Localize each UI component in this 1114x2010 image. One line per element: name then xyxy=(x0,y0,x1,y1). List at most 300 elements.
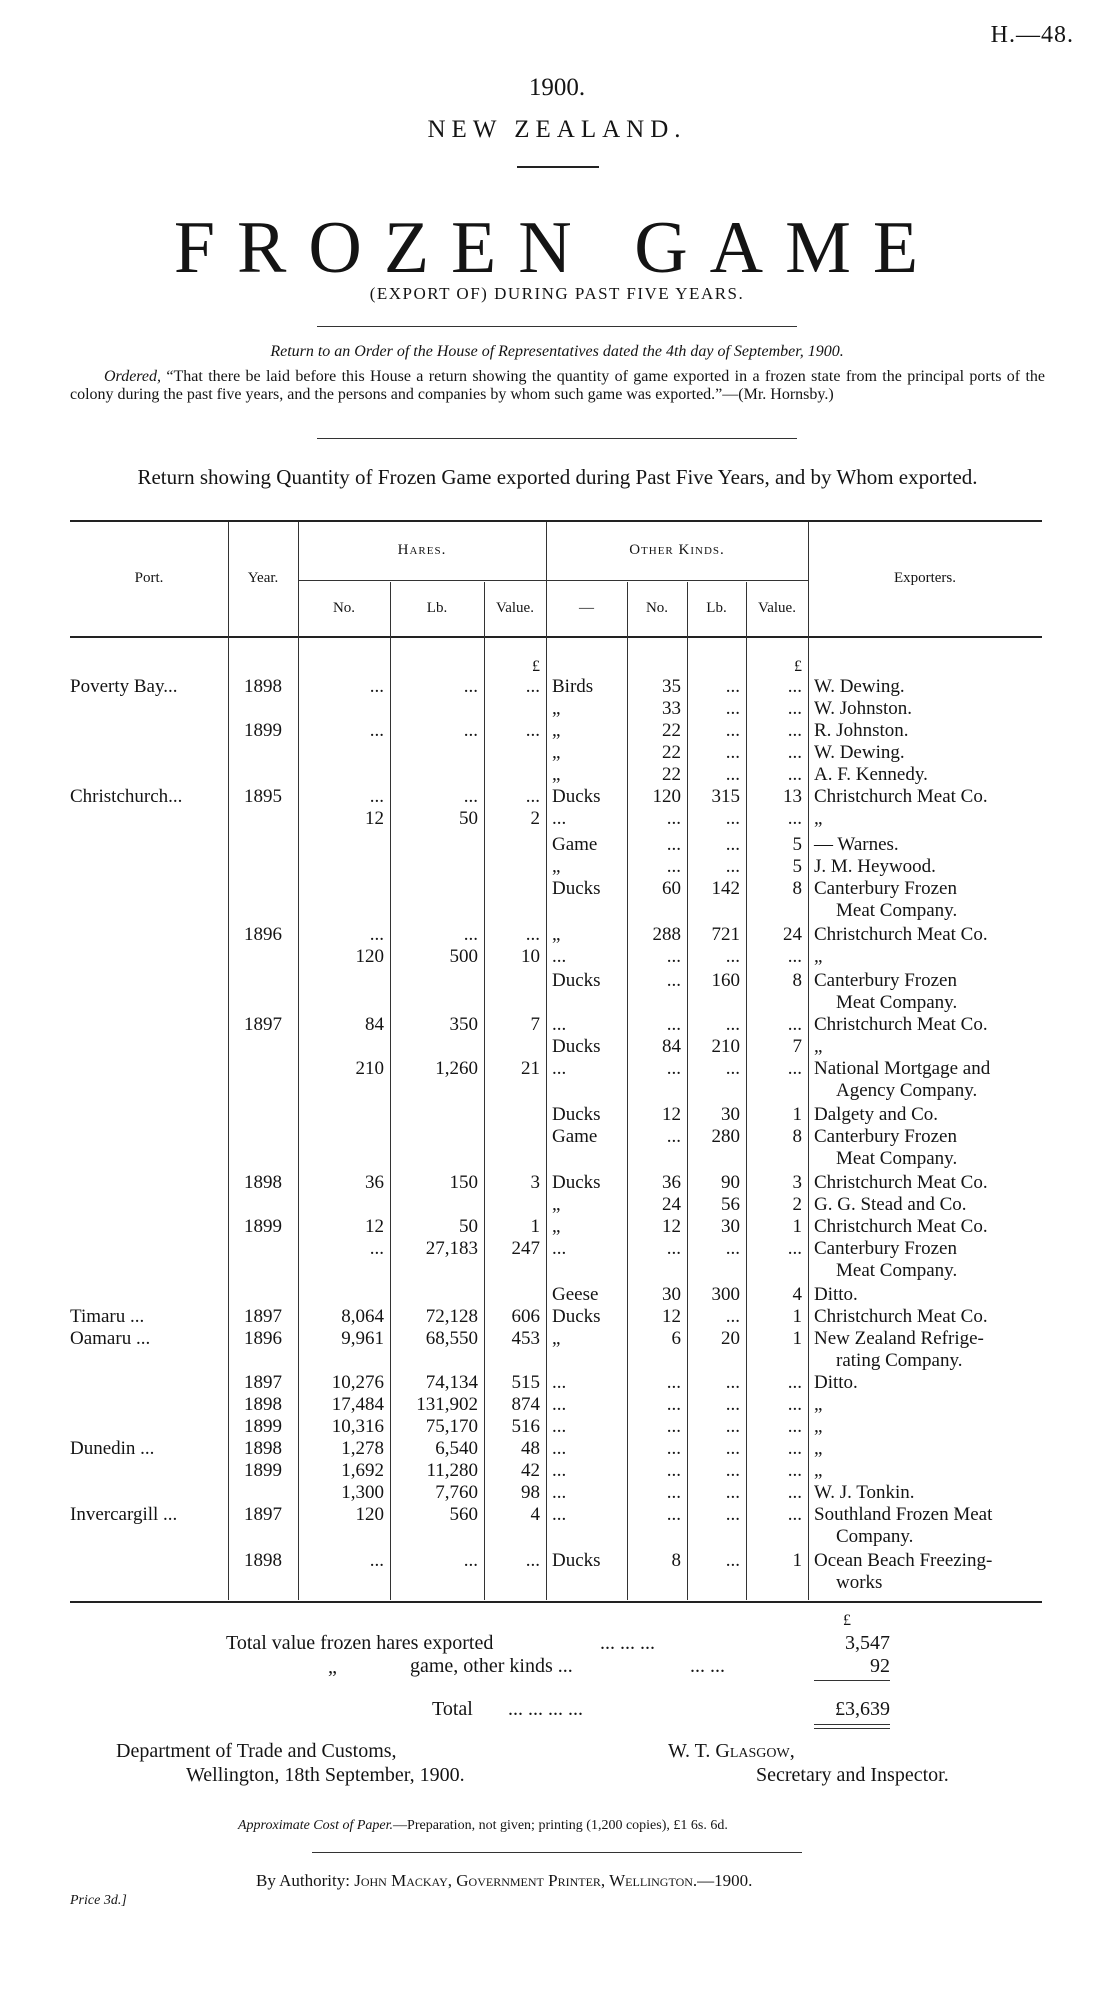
exporter-cell: Canterbury Frozen xyxy=(814,1126,957,1147)
other-lb-cell: ... xyxy=(725,1372,740,1393)
other-no-cell: 33 xyxy=(662,698,681,719)
kind-cell: Geese xyxy=(552,1284,599,1305)
other-value-cell: ... xyxy=(787,1394,802,1415)
hares-lb-cell: 11,280 xyxy=(426,1460,478,1481)
port-cell: Invercargill ... xyxy=(70,1504,178,1525)
other-no-cell: ... xyxy=(666,1058,681,1079)
other-lb-cell: 56 xyxy=(721,1194,740,1215)
header-exporters: Exporters. xyxy=(893,570,957,586)
other-pound-sign: £ xyxy=(794,658,802,675)
kind-cell: „ xyxy=(552,1216,561,1237)
other-value-cell: ... xyxy=(787,720,802,741)
cost-note-lead: Approximate Cost of Paper. xyxy=(238,1818,394,1833)
exporter-cell: Dalgety and Co. xyxy=(814,1104,939,1125)
other-value-cell: 1 xyxy=(792,1216,802,1237)
kind-cell: Ducks xyxy=(552,878,601,899)
other-lb-cell: ... xyxy=(725,946,740,967)
kind-cell: Ducks xyxy=(552,1550,601,1571)
kind-cell: Game xyxy=(552,834,598,855)
other-no-cell: 8 xyxy=(671,1550,681,1571)
year-cell: 1898 xyxy=(244,1172,282,1193)
hares-value-cell: 48 xyxy=(521,1438,540,1459)
hares-no-cell: 10,316 xyxy=(331,1416,384,1437)
divider xyxy=(317,438,797,439)
other-value-cell: 8 xyxy=(792,878,802,899)
other-value-cell: ... xyxy=(787,1482,802,1503)
other-lb-cell: ... xyxy=(725,1394,740,1415)
other-no-cell: 84 xyxy=(662,1036,681,1057)
hares-no-cell: 9,961 xyxy=(341,1328,384,1349)
hares-lb-cell: 500 xyxy=(449,946,478,967)
port-cell: Oamaru ... xyxy=(70,1328,151,1349)
other-no-cell: ... xyxy=(666,1014,681,1035)
exporter-continuation-cell: rating Company. xyxy=(836,1350,963,1371)
exporter-cell: Canterbury Frozen xyxy=(814,878,957,899)
page-reference: H.—48. xyxy=(990,22,1074,48)
exporter-cell: Canterbury Frozen xyxy=(814,970,957,991)
other-no-cell: ... xyxy=(666,1504,681,1525)
hares-no-cell: 8,064 xyxy=(341,1306,384,1327)
other-value-cell: ... xyxy=(787,742,802,763)
hares-lb-cell: 6,540 xyxy=(435,1438,478,1459)
header-other-value: Value. xyxy=(758,600,796,616)
header-bottom-rule xyxy=(70,636,1042,638)
other-value-cell: ... xyxy=(787,1238,802,1259)
header-other-no: No. xyxy=(645,600,669,616)
year-cell: 1899 xyxy=(244,720,282,741)
header-other-kinds: Other Kinds. xyxy=(629,542,725,558)
other-no-cell: ... xyxy=(666,970,681,991)
hares-no-cell: 17,484 xyxy=(331,1394,384,1415)
exporter-continuation-cell: works xyxy=(836,1572,883,1593)
other-no-cell: 30 xyxy=(662,1284,681,1305)
hares-lb-cell: 68,550 xyxy=(425,1328,478,1349)
hares-value-cell: 515 xyxy=(511,1372,540,1393)
hares-value-cell: 7 xyxy=(530,1014,540,1035)
other-lb-cell: 210 xyxy=(711,1036,740,1057)
port-cell: Poverty Bay... xyxy=(70,676,178,697)
exporter-cell: — Warnes. xyxy=(814,834,899,855)
other-value-cell: 13 xyxy=(783,786,802,807)
year-cell: 1899 xyxy=(244,1216,282,1237)
other-lb-cell: ... xyxy=(725,764,740,785)
total-double-rule xyxy=(814,1728,890,1729)
table-bottom-rule xyxy=(70,1601,1042,1603)
other-lb-cell: 20 xyxy=(721,1328,740,1349)
hares-no-cell: 1,300 xyxy=(341,1482,384,1503)
exporter-cell: Ocean Beach Freezing- xyxy=(814,1550,993,1571)
other-value-cell: ... xyxy=(787,1438,802,1459)
footer-rule xyxy=(312,1852,802,1853)
exporter-cell: Ditto. xyxy=(814,1372,858,1393)
hares-value-cell: 10 xyxy=(521,946,540,967)
authority-lead: By Authority: xyxy=(256,1871,350,1890)
return-order-line: Return to an Order of the House of Representatives dated the 4th day of September, 1900. xyxy=(270,343,844,360)
hares-no-cell: 12 xyxy=(365,808,384,829)
total-double-rule xyxy=(814,1724,890,1725)
other-lb-cell: ... xyxy=(725,676,740,697)
other-no-cell: 35 xyxy=(662,676,681,697)
header-hares-no: No. xyxy=(332,600,356,616)
exporter-continuation-cell: Agency Company. xyxy=(836,1080,978,1101)
hares-lb-cell: 150 xyxy=(449,1172,478,1193)
totals-hares-value: 3,547 xyxy=(845,1632,890,1654)
hares-value-cell: 3 xyxy=(530,1172,540,1193)
kind-cell: ... xyxy=(552,1394,567,1415)
kind-cell: ... xyxy=(552,1416,567,1437)
exporter-cell: W. Dewing. xyxy=(814,742,905,763)
exporter-cell: „ xyxy=(814,1460,823,1481)
kind-cell: Ducks xyxy=(552,1306,601,1327)
other-value-cell: ... xyxy=(787,808,802,829)
other-no-cell: 288 xyxy=(652,924,681,945)
ordered-text: “That there be laid before this House a return showing the quantity of game exported in a frozen state from the principal ports of the colony during the past five years, and the persons and companies by whom such game was exported.”—(Mr. Hornsby.) xyxy=(70,368,1046,403)
totals-dots: ... ... ... xyxy=(600,1632,655,1654)
other-lb-cell: ... xyxy=(725,1504,740,1525)
document-year: 1900. xyxy=(528,74,586,101)
kind-cell: Birds xyxy=(552,676,594,697)
hares-no-cell: ... xyxy=(369,924,384,945)
exporter-continuation-cell: Company. xyxy=(836,1526,914,1547)
exporter-cell: „ xyxy=(814,808,823,829)
other-value-cell: ... xyxy=(787,1058,802,1079)
exporter-cell: W. J. Tonkin. xyxy=(814,1482,915,1503)
kind-cell: Ducks xyxy=(552,786,601,807)
other-value-cell: ... xyxy=(787,1014,802,1035)
other-no-cell: 12 xyxy=(662,1306,681,1327)
total-dots: ... ... ... ... xyxy=(508,1698,583,1720)
ordered-paragraph xyxy=(70,368,1045,404)
other-lb-cell: 315 xyxy=(711,786,740,807)
country-heading: NEW ZEALAND. xyxy=(427,116,687,143)
hares-value-cell: 516 xyxy=(511,1416,540,1437)
exporter-cell: J. M. Heywood. xyxy=(814,856,936,877)
other-no-cell: ... xyxy=(666,1460,681,1481)
kind-cell: „ xyxy=(552,720,561,741)
other-no-cell: ... xyxy=(666,1482,681,1503)
signatory-position: Secretary and Inspector. xyxy=(756,1764,949,1786)
cost-note-text: —Preparation, not given; printing (1,200 copies), £1 6s. 6d. xyxy=(393,1818,728,1833)
kind-cell: Ducks xyxy=(552,1172,601,1193)
exporter-cell: Southland Frozen Meat xyxy=(814,1504,993,1525)
hares-lb-cell: 50 xyxy=(459,1216,478,1237)
other-value-cell: 8 xyxy=(792,1126,802,1147)
hares-lb-cell: 75,170 xyxy=(425,1416,478,1437)
exporter-cell: „ xyxy=(814,1036,823,1057)
other-no-cell: ... xyxy=(666,1372,681,1393)
other-no-cell: 12 xyxy=(662,1216,681,1237)
exporter-cell: Christchurch Meat Co. xyxy=(814,786,988,807)
exporter-cell: W. Dewing. xyxy=(814,676,905,697)
hares-no-cell: ... xyxy=(369,786,384,807)
kind-cell: Ducks xyxy=(552,1104,601,1125)
other-value-cell: 8 xyxy=(792,970,802,991)
kind-cell: ... xyxy=(552,1482,567,1503)
hares-lb-cell: 131,902 xyxy=(416,1394,478,1415)
year-cell: 1899 xyxy=(244,1460,282,1481)
ordered-lead: Ordered, xyxy=(104,368,162,385)
totals-rule xyxy=(814,1680,890,1681)
page-title: FROZEN GAME xyxy=(173,207,941,289)
exporter-continuation-cell: Meat Company. xyxy=(836,992,958,1013)
kind-cell: ... xyxy=(552,1058,567,1079)
header-sub-rule xyxy=(298,580,808,581)
other-lb-cell: ... xyxy=(725,1238,740,1259)
other-lb-cell: 160 xyxy=(711,970,740,991)
other-no-cell: 60 xyxy=(662,878,681,899)
other-no-cell: ... xyxy=(666,834,681,855)
kind-cell: „ xyxy=(552,742,561,763)
exporter-cell: G. G. Stead and Co. xyxy=(814,1194,967,1215)
other-no-cell: 22 xyxy=(662,720,681,741)
other-no-cell: 22 xyxy=(662,764,681,785)
hares-no-cell: 36 xyxy=(365,1172,384,1193)
other-value-cell: 4 xyxy=(792,1284,802,1305)
port-cell: Christchurch... xyxy=(70,786,183,807)
other-value-cell: 2 xyxy=(792,1194,802,1215)
hares-value-cell: ... xyxy=(525,1550,540,1571)
hares-no-cell: 10,276 xyxy=(331,1372,384,1393)
hares-value-cell: ... xyxy=(525,676,540,697)
hares-value-cell: 2 xyxy=(530,808,540,829)
hares-lb-cell: 50 xyxy=(459,808,478,829)
exporter-cell: W. Johnston. xyxy=(814,698,913,719)
hares-lb-cell: 7,760 xyxy=(435,1482,478,1503)
hares-lb-cell: 560 xyxy=(449,1504,478,1525)
hares-lb-cell: ... xyxy=(463,676,478,697)
table-top-rule xyxy=(70,520,1042,522)
hares-value-cell: 4 xyxy=(530,1504,540,1525)
exporter-cell: National Mortgage and xyxy=(814,1058,991,1079)
exporter-continuation-cell: Meat Company. xyxy=(836,1260,958,1281)
other-lb-cell: ... xyxy=(725,720,740,741)
hares-value-cell: 247 xyxy=(511,1238,540,1259)
year-cell: 1897 xyxy=(244,1014,282,1035)
other-lb-cell: ... xyxy=(725,856,740,877)
hares-no-cell: 120 xyxy=(355,1504,384,1525)
other-value-cell: 7 xyxy=(792,1036,802,1057)
exporter-cell: „ xyxy=(814,1416,823,1437)
other-no-cell: 22 xyxy=(662,742,681,763)
hares-lb-cell: 72,128 xyxy=(425,1306,478,1327)
other-value-cell: ... xyxy=(787,698,802,719)
hares-no-cell: ... xyxy=(369,720,384,741)
exporter-cell: Ditto. xyxy=(814,1284,858,1305)
hares-lb-cell: ... xyxy=(463,924,478,945)
department-date-line: Wellington, 18th September, 1900. xyxy=(186,1764,465,1786)
hares-value-cell: ... xyxy=(525,720,540,741)
kind-cell: „ xyxy=(552,856,561,877)
other-value-cell: 1 xyxy=(792,1328,802,1349)
exporter-cell: Canterbury Frozen xyxy=(814,1238,957,1259)
other-value-cell: ... xyxy=(787,946,802,967)
other-no-cell: 6 xyxy=(671,1328,681,1349)
department-line: Department of Trade and Customs, xyxy=(116,1740,397,1762)
other-lb-cell: ... xyxy=(725,834,740,855)
year-cell: 1895 xyxy=(244,786,282,807)
other-value-cell: 1 xyxy=(792,1104,802,1125)
hares-value-cell: 453 xyxy=(511,1328,540,1349)
hares-lb-cell: 74,134 xyxy=(425,1372,478,1393)
port-cell: Dunedin ... xyxy=(70,1438,155,1459)
ditto-mark: „ xyxy=(328,1656,337,1678)
hares-no-cell: 120 xyxy=(355,946,384,967)
hares-lb-cell: ... xyxy=(463,1550,478,1571)
other-lb-cell: ... xyxy=(725,1460,740,1481)
header-kind: — xyxy=(579,600,594,616)
other-lb-cell: ... xyxy=(725,742,740,763)
authority-text: John Mackay, Government Printer, Wellington.—1900. xyxy=(354,1871,753,1890)
year-cell: 1898 xyxy=(244,1394,282,1415)
other-lb-cell: ... xyxy=(725,1014,740,1035)
other-no-cell: 24 xyxy=(662,1194,681,1215)
port-cell: Timaru ... xyxy=(70,1306,145,1327)
exporter-cell: New Zealand Refrige- xyxy=(814,1328,984,1349)
authority-line xyxy=(256,1870,752,1892)
other-lb-cell: ... xyxy=(725,808,740,829)
hares-no-cell: 12 xyxy=(365,1216,384,1237)
hares-value-cell: 874 xyxy=(511,1394,540,1415)
other-no-cell: ... xyxy=(666,1416,681,1437)
year-cell: 1896 xyxy=(244,1328,282,1349)
totals-pound-sign: £ xyxy=(843,1612,851,1629)
hares-no-cell: ... xyxy=(369,676,384,697)
hares-value-cell: ... xyxy=(525,786,540,807)
total-label: Total xyxy=(432,1698,473,1720)
year-cell: 1897 xyxy=(244,1306,282,1327)
totals-game-value: 92 xyxy=(870,1655,890,1677)
year-cell: 1898 xyxy=(244,676,282,697)
other-no-cell: ... xyxy=(666,1438,681,1459)
hares-no-cell: 84 xyxy=(365,1014,384,1035)
other-no-cell: ... xyxy=(666,1238,681,1259)
kind-cell: ... xyxy=(552,1460,567,1481)
other-value-cell: ... xyxy=(787,764,802,785)
other-value-cell: ... xyxy=(787,1416,802,1437)
hares-value-cell: ... xyxy=(525,924,540,945)
kind-cell: ... xyxy=(552,1504,567,1525)
kind-cell: „ xyxy=(552,1328,561,1349)
column-rule xyxy=(546,522,547,1600)
kind-cell: Game xyxy=(552,1126,598,1147)
kind-cell: „ xyxy=(552,1194,561,1215)
kind-cell: „ xyxy=(552,924,561,945)
kind-cell: ... xyxy=(552,1438,567,1459)
other-lb-cell: ... xyxy=(725,1306,740,1327)
grand-total-value: £3,639 xyxy=(835,1698,890,1720)
hares-no-cell: 1,692 xyxy=(341,1460,384,1481)
other-no-cell: ... xyxy=(666,856,681,877)
hares-lb-cell: 350 xyxy=(449,1014,478,1035)
other-value-cell: ... xyxy=(787,1372,802,1393)
other-lb-cell: 30 xyxy=(721,1104,740,1125)
exporter-continuation-cell: Meat Company. xyxy=(836,900,958,921)
exporter-cell: „ xyxy=(814,946,823,967)
kind-cell: „ xyxy=(552,698,561,719)
kind-cell: ... xyxy=(552,946,567,967)
column-rule xyxy=(808,522,809,1600)
kind-cell: „ xyxy=(552,764,561,785)
other-lb-cell: 300 xyxy=(711,1284,740,1305)
other-value-cell: 5 xyxy=(792,834,802,855)
other-lb-cell: ... xyxy=(725,698,740,719)
other-value-cell: ... xyxy=(787,1460,802,1481)
other-value-cell: ... xyxy=(787,676,802,697)
other-no-cell: ... xyxy=(666,1126,681,1147)
hares-lb-cell: ... xyxy=(463,786,478,807)
signatory-name: W. T. Glasgow, xyxy=(668,1740,795,1762)
exporter-cell: Christchurch Meat Co. xyxy=(814,1306,988,1327)
price-note: Price 3d.] xyxy=(70,1893,127,1908)
kind-cell: ... xyxy=(552,1014,567,1035)
exporter-cell: Christchurch Meat Co. xyxy=(814,1216,988,1237)
exporter-cell: „ xyxy=(814,1394,823,1415)
hares-value-cell: 1 xyxy=(530,1216,540,1237)
year-cell: 1897 xyxy=(244,1504,282,1525)
other-no-cell: 12 xyxy=(662,1104,681,1125)
other-value-cell: 1 xyxy=(792,1550,802,1571)
year-cell: 1898 xyxy=(244,1550,282,1571)
other-lb-cell: 280 xyxy=(711,1126,740,1147)
other-lb-cell: 721 xyxy=(711,924,740,945)
exporter-cell: A. F. Kennedy. xyxy=(814,764,928,785)
header-year: Year. xyxy=(247,570,279,586)
year-cell: 1896 xyxy=(244,924,282,945)
totals-dots: ... ... xyxy=(690,1655,725,1677)
totals-game-label: game, other kinds ... xyxy=(410,1655,573,1677)
other-lb-cell: 142 xyxy=(711,878,740,899)
other-lb-cell: ... xyxy=(725,1482,740,1503)
hares-lb-cell: ... xyxy=(463,720,478,741)
other-no-cell: ... xyxy=(666,946,681,967)
other-value-cell: 5 xyxy=(792,856,802,877)
header-other-lb: Lb. xyxy=(706,600,727,616)
other-value-cell: 1 xyxy=(792,1306,802,1327)
hares-value-cell: 606 xyxy=(511,1306,540,1327)
other-value-cell: ... xyxy=(787,1504,802,1525)
other-lb-cell: 30 xyxy=(721,1216,740,1237)
other-no-cell: ... xyxy=(666,1394,681,1415)
hares-lb-cell: 27,183 xyxy=(425,1238,478,1259)
exporter-cell: Christchurch Meat Co. xyxy=(814,1172,988,1193)
hares-value-cell: 21 xyxy=(521,1058,540,1079)
year-cell: 1897 xyxy=(244,1372,282,1393)
other-no-cell: 120 xyxy=(652,786,681,807)
hares-lb-cell: 1,260 xyxy=(435,1058,478,1079)
kind-cell: ... xyxy=(552,1238,567,1259)
kind-cell: ... xyxy=(552,808,567,829)
other-value-cell: 24 xyxy=(783,924,802,945)
exporter-cell: Christchurch Meat Co. xyxy=(814,924,988,945)
other-lb-cell: ... xyxy=(725,1416,740,1437)
kind-cell: Ducks xyxy=(552,970,601,991)
other-no-cell: 36 xyxy=(662,1172,681,1193)
other-lb-cell: ... xyxy=(725,1058,740,1079)
year-cell: 1899 xyxy=(244,1416,282,1437)
hares-no-cell: ... xyxy=(369,1238,384,1259)
exporter-cell: R. Johnston. xyxy=(814,720,909,741)
header-hares-lb: Lb. xyxy=(426,600,448,616)
other-no-cell: ... xyxy=(666,808,681,829)
hares-no-cell: 210 xyxy=(355,1058,384,1079)
exporter-cell: Christchurch Meat Co. xyxy=(814,1014,988,1035)
hares-no-cell: ... xyxy=(369,1550,384,1571)
kind-cell: ... xyxy=(552,1372,567,1393)
hares-no-cell: 1,278 xyxy=(341,1438,384,1459)
hares-value-cell: 42 xyxy=(521,1460,540,1481)
other-lb-cell: ... xyxy=(725,1438,740,1459)
other-value-cell: 3 xyxy=(792,1172,802,1193)
